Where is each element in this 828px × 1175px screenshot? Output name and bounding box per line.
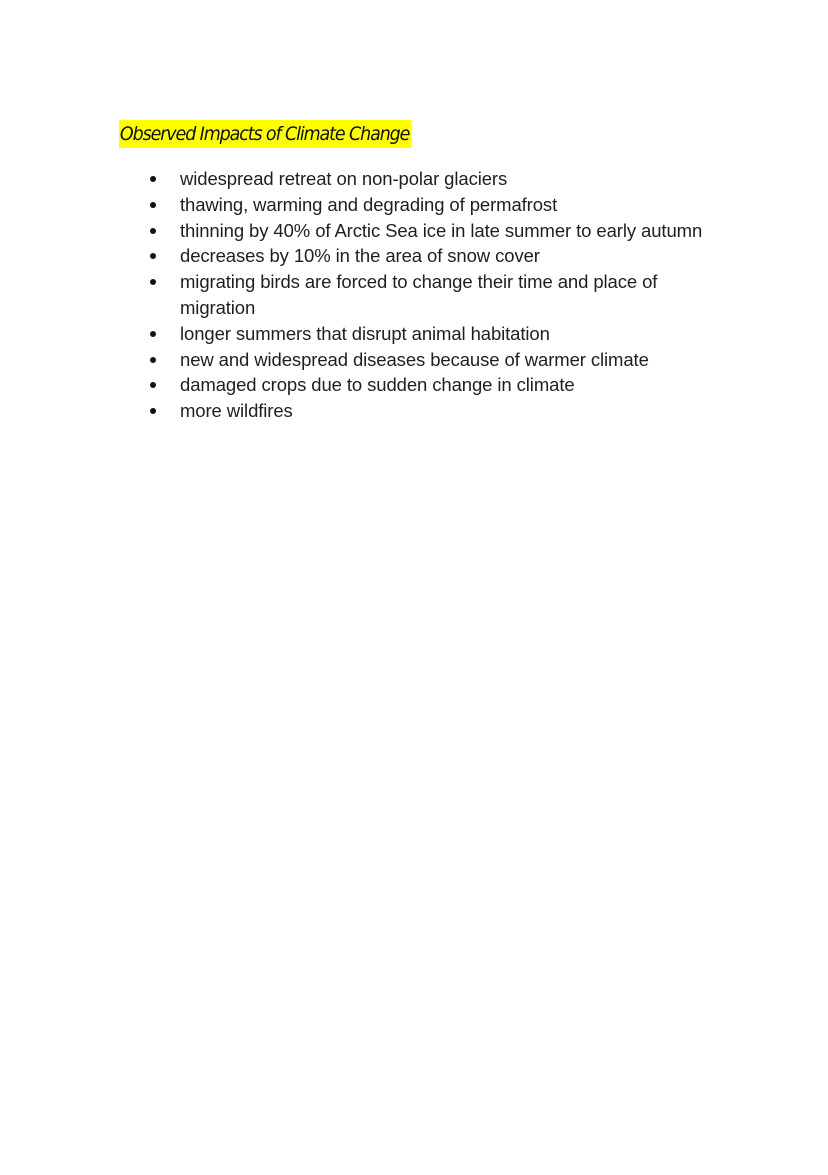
list-item [146,347,726,373]
list-item-text: new and widespread diseases because of warmer climate [180,348,649,370]
list-item [146,243,726,269]
bullet-icon [150,382,156,388]
bullet-icon [150,408,156,414]
impacts-list [146,166,726,424]
list-item-text: damaged crops due to sudden change in climate [180,374,575,396]
list-item [146,398,726,424]
list-item-text: more wildfires [180,400,293,422]
list-item-text: migrating birds are forced to change their time and place of migration [180,271,658,318]
bullet-icon [150,253,156,259]
bullet-icon [150,279,156,285]
list-item-text: longer summers that disrupt animal habitation [180,322,550,344]
list-item [146,166,726,192]
list-item [146,192,726,218]
highlighted-title: Observed Impacts of Climate Change [119,120,411,148]
list-item-text: thinning by 40% of Arctic Sea ice in late summer to early autumn [180,219,703,241]
list-item-text: decreases by 10% in the area of snow cover [180,245,540,267]
bullet-icon [150,228,156,234]
bullet-icon [150,176,156,182]
bullet-icon [150,357,156,363]
list-item [146,372,726,398]
bullet-icon [150,331,156,337]
bullet-icon [150,202,156,208]
list-item [146,321,726,347]
list-item-text: widespread retreat on non-polar glaciers [180,168,508,189]
list-item [146,269,726,321]
list-item-text: thawing, warming and degrading of permafrost [180,193,558,215]
list-item [146,218,726,244]
